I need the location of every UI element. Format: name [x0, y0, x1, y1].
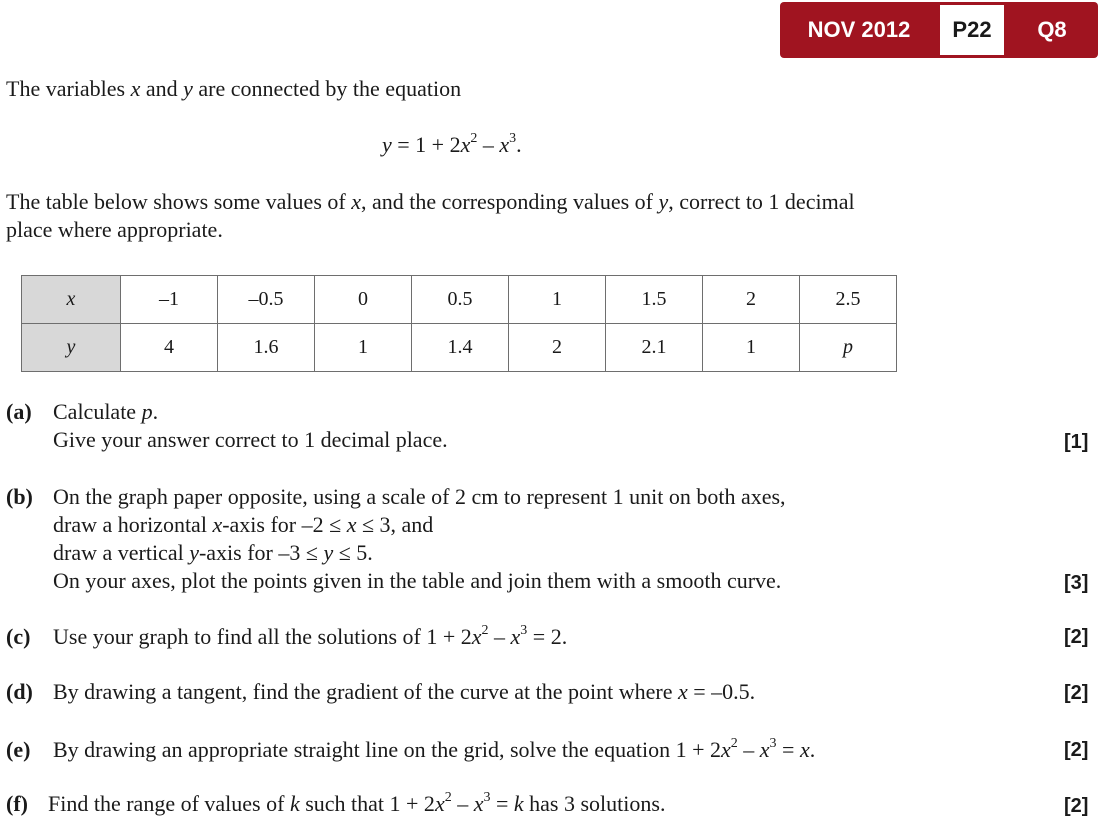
desc-text: , correct to 1 decimal [668, 189, 855, 214]
var-x: x [759, 737, 770, 762]
paper-number-label: P22 [940, 5, 1004, 55]
var-y: y [323, 540, 334, 565]
eq-exponent: 2 [470, 130, 478, 146]
part-c-text-seg: = 2. [527, 624, 568, 649]
desc-text: , and the corresponding values of [360, 189, 659, 214]
part-e-label: (e) [6, 737, 31, 762]
part-b-line4: On your axes, plot the points given in the table and join them with a smooth curve. [53, 568, 782, 593]
values-table [21, 275, 897, 372]
part-a-text: Calculate [53, 399, 142, 424]
intro-text: and [140, 76, 184, 101]
var-k: k [513, 791, 524, 816]
x-value-cell: 1.5 [606, 276, 703, 324]
part-b-label: (b) [6, 484, 33, 509]
part-b-text: ≤ 5. [333, 540, 373, 565]
part-e-marks: [2] [1064, 739, 1089, 761]
exponent: 2 [730, 735, 738, 751]
y-value-cell-unknown: p [800, 324, 897, 372]
y-value-cell: 4 [121, 324, 218, 372]
exponent: 3 [769, 735, 777, 751]
part-e-text-seg: = [776, 737, 800, 762]
var-x: x [677, 679, 688, 704]
table-description-line2: place where appropriate. [6, 217, 223, 242]
intro-text: are connected by the equation [192, 76, 462, 101]
var-x: x [510, 624, 521, 649]
part-b-marks: [3] [1064, 572, 1089, 594]
var-x: x [471, 624, 482, 649]
part-b-line2 [53, 511, 433, 539]
part-d-marks: [2] [1064, 682, 1089, 704]
part-d-text-seg: = –0.5. [687, 679, 756, 704]
part-d-text [53, 678, 755, 706]
part-d-label: (d) [6, 679, 33, 704]
equation [382, 131, 522, 159]
part-b-line1: On the graph paper opposite, using a scale of 2 cm to represent 1 unit on both axes, [53, 484, 786, 509]
var-x: x [434, 791, 445, 816]
var-x: x [799, 737, 810, 762]
part-d-text-seg: By drawing a tangent, find the gradient of the curve at the point where [53, 679, 678, 704]
question-reference-badge [780, 2, 1098, 58]
y-value-cell: 1 [703, 324, 800, 372]
intro-sentence [6, 75, 461, 103]
part-e-text [53, 736, 815, 764]
part-f-text-seg: has 3 solutions. [523, 791, 666, 816]
eq-var: x [460, 132, 471, 157]
var-x: x [130, 76, 141, 101]
part-b-text: draw a horizontal [53, 512, 213, 537]
part-f-text-seg: Find the range of values of [48, 791, 290, 816]
part-a-line2: Give your answer correct to 1 decimal place. [53, 427, 448, 452]
part-a-label: (a) [6, 399, 32, 424]
exponent: 3 [520, 622, 528, 638]
part-e-text-seg: – [737, 737, 760, 762]
part-c-text-seg: – [488, 624, 511, 649]
x-value-cell: 1 [509, 276, 606, 324]
part-b-line3 [53, 539, 373, 567]
eq-text: . [516, 132, 522, 157]
part-b-text: -axis for –3 ≤ [198, 540, 324, 565]
table-row-x [22, 276, 897, 324]
x-value-cell: 2.5 [800, 276, 897, 324]
part-c-text-seg: Use your graph to find all the solutions of 1 + 2 [53, 624, 472, 649]
eq-var: x [499, 132, 510, 157]
part-a-text: . [152, 399, 159, 424]
exponent: 3 [483, 789, 491, 805]
var-x: x [212, 512, 223, 537]
desc-text: The table below shows some values of [6, 189, 352, 214]
var-y: y [183, 76, 193, 101]
part-b-text: draw a vertical [53, 540, 190, 565]
eq-text: = 1 + 2 [391, 132, 461, 157]
exponent: 2 [444, 789, 452, 805]
var-y: y [189, 540, 199, 565]
y-value-cell: 1.4 [412, 324, 509, 372]
part-f-label: (f) [6, 791, 28, 816]
part-f-text [48, 790, 665, 818]
y-value-cell: 2.1 [606, 324, 703, 372]
y-value-cell: 2 [509, 324, 606, 372]
var-x: x [473, 791, 484, 816]
part-a-line1 [53, 398, 158, 426]
part-c-text [53, 623, 567, 651]
part-c-marks: [2] [1064, 626, 1089, 648]
part-c-label: (c) [6, 624, 31, 649]
eq-text: – [477, 132, 500, 157]
var-x: x [720, 737, 731, 762]
part-b-text: ≤ 3, and [356, 512, 434, 537]
part-f-text-seg: – [451, 791, 474, 816]
x-header-cell: x [22, 276, 121, 324]
exam-session-label: NOV 2012 [807, 17, 911, 42]
question-number-label: Q8 [1037, 17, 1067, 42]
exponent: 2 [481, 622, 489, 638]
eq-exponent: 3 [509, 130, 517, 146]
part-f-text-seg: = [490, 791, 514, 816]
x-value-cell: 0 [315, 276, 412, 324]
y-value-cell: 1 [315, 324, 412, 372]
part-b-text: -axis for –2 ≤ [222, 512, 347, 537]
x-value-cell: 0.5 [412, 276, 509, 324]
part-f-marks: [2] [1064, 795, 1089, 817]
part-e-text-seg: By drawing an appropriate straight line on the grid, solve the equation 1 + 2 [53, 737, 721, 762]
part-f-text-seg: such that 1 + 2 [299, 791, 435, 816]
part-a-marks: [1] [1064, 431, 1089, 453]
part-e-text-seg: . [809, 737, 816, 762]
var-p: p [141, 399, 153, 424]
var-k: k [289, 791, 300, 816]
table-row-y [22, 324, 897, 372]
table-description [6, 188, 855, 216]
intro-text: The variables [6, 76, 131, 101]
x-value-cell: –0.5 [218, 276, 315, 324]
var-x: x [351, 189, 361, 214]
eq-var: y [382, 132, 392, 157]
y-value-cell: 1.6 [218, 324, 315, 372]
var-x: x [346, 512, 357, 537]
y-header-cell: y [22, 324, 121, 372]
x-value-cell: –1 [121, 276, 218, 324]
x-value-cell: 2 [703, 276, 800, 324]
var-y: y [658, 189, 669, 214]
